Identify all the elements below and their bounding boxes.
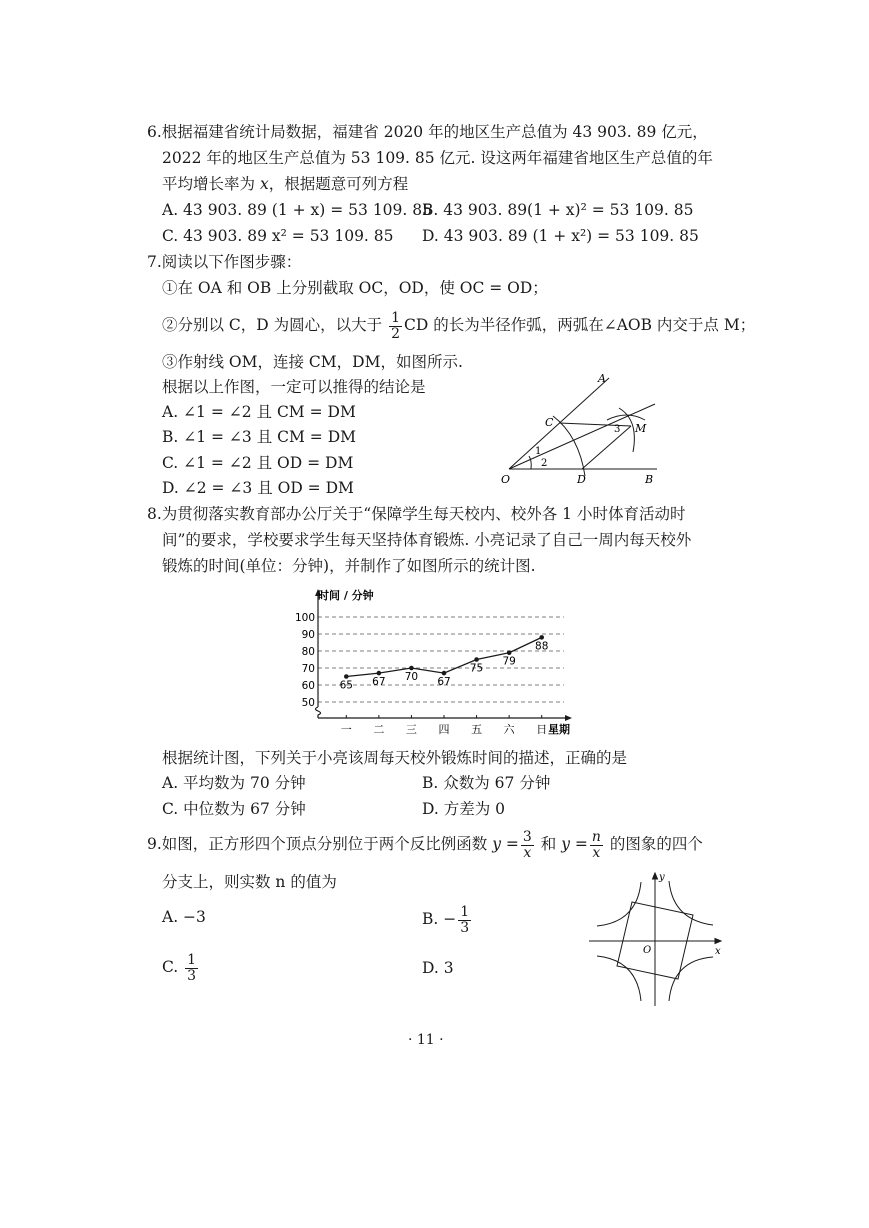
- q6-option-b: B. 43 903. 89(1 + x)² = 53 109. 85: [422, 201, 694, 219]
- chart-x-tick-label: 四: [438, 723, 450, 736]
- q8-text-1: 为贯彻落实教育部办公厅关于“保障学生每天校内、校外各 1 小时体育活动时: [161, 505, 686, 523]
- label-angle-3: 3: [614, 424, 621, 435]
- arc-from-d: [607, 415, 645, 420]
- chart-y-tick-label: 50: [301, 697, 315, 709]
- hyperbola-branch-q3: [597, 956, 641, 1001]
- label-c: C: [545, 416, 554, 429]
- hyperbola-branch-q1: [669, 881, 713, 925]
- q6-text-1: 根据福建省统计局数据，福建省 2020 年的地区生产总值为 43 903. 89 亿元，: [161, 123, 708, 141]
- label-o: O: [501, 473, 511, 486]
- chart-data-point: [409, 666, 414, 671]
- q7-step-2a: ②分别以 C，D 为圆心，以大于: [162, 316, 388, 334]
- segment-dm: [582, 426, 631, 469]
- q9-fraction-1-num: 3: [522, 828, 532, 845]
- chart-x-tick-label: 三: [405, 723, 417, 736]
- chart-data-label: 67: [372, 676, 386, 689]
- q9-line1: [147, 828, 703, 861]
- chart-x-axis-label: 星期: [548, 723, 570, 736]
- q7-text-1: 阅读以下作图步骤：: [161, 253, 302, 271]
- label-angle-1: 1: [535, 446, 542, 457]
- chart-data-point: [539, 635, 544, 640]
- chart-data-point: [474, 657, 479, 662]
- chart-y-tick-label: 90: [301, 629, 315, 641]
- q8-text-3: 锻炼的时间(单位：分钟)，并制作了如图所示的统计图.: [162, 557, 536, 575]
- q6-option-d: D. 43 903. 89 (1 + x²) = 53 109. 85: [422, 227, 699, 245]
- q7-step-2: [162, 310, 755, 342]
- chart-y-tick-label: 100: [294, 612, 315, 624]
- chart-y-tick-label: 70: [301, 663, 315, 675]
- q6-var-x: x: [259, 175, 269, 193]
- q9-hyperbola-square-figure: [585, 868, 725, 1010]
- q9-text-2: 分支上，则实数 n 的值为: [162, 873, 337, 891]
- q7-step-3: ③作射线 OM，连接 CM，DM，如图所示.: [162, 353, 463, 371]
- q7-option-b: B. ∠1 = ∠3 且 CM = DM: [162, 428, 357, 446]
- q8-option-a: A. 平均数为 70 分钟: [162, 774, 306, 792]
- chart-data-label: 75: [469, 662, 484, 675]
- q8-line1: [147, 504, 685, 524]
- q9-fraction-2-num: n: [591, 828, 601, 845]
- q7-number: 7.: [147, 253, 162, 271]
- q9-option-a: A. −3: [162, 908, 206, 926]
- q9-fraction-1-den: x: [523, 844, 532, 861]
- label-d: D: [577, 473, 586, 486]
- q6-option-c: C. 43 903. 89 x² = 53 109. 85: [162, 227, 394, 245]
- q9-option-b-den: 3: [460, 919, 470, 936]
- axis-label-x: x: [715, 946, 721, 957]
- label-a: A: [598, 372, 606, 385]
- q6-number: 6.: [147, 123, 162, 141]
- chart-data-label: 79: [502, 655, 516, 668]
- q8-text-2: 间”的要求，学校要求学生每天坚持体育锻炼. 小亮记录了自己一周内每天校外: [162, 531, 692, 549]
- q9-number: 9.: [147, 835, 162, 853]
- q9-text-1b: 的图象的四个: [604, 835, 703, 853]
- y-axis-arrow: [653, 873, 658, 879]
- q9-y1: y =: [492, 835, 519, 853]
- q8-option-d: D. 方差为 0: [422, 800, 506, 818]
- chart-data-point: [442, 671, 447, 676]
- axis-label-y: y: [659, 872, 665, 883]
- page-number: · 11 ·: [408, 1032, 444, 1048]
- chart-y-tick-label: 60: [301, 680, 315, 692]
- chart-data-label: 88: [535, 640, 549, 653]
- q9-option-b-prefix: B. −: [422, 910, 457, 928]
- q6-text-2: 2022 年的地区生产总值为 53 109. 85 亿元. 设这两年福建省地区生产总值的年: [162, 149, 713, 167]
- chart-y-axis-label: 时间 / 分钟: [318, 589, 374, 602]
- chart-data-label: 67: [437, 676, 451, 689]
- q9-and: 和: [535, 835, 562, 853]
- chart-x-tick-label: 二: [373, 723, 385, 736]
- chart-data-point: [344, 674, 349, 679]
- q7-option-d: D. ∠2 = ∠3 且 OD = DM: [162, 479, 354, 497]
- q8-number: 8.: [147, 505, 162, 523]
- label-m: M: [635, 422, 647, 435]
- origin-label: O: [643, 945, 652, 956]
- q9-option-c-den: 3: [187, 967, 197, 984]
- q6-text-3b: ，根据题意可列方程: [268, 175, 409, 193]
- q7-line1: [147, 252, 301, 272]
- q9-option-c-prefix: C.: [162, 958, 184, 976]
- label-b: B: [645, 473, 654, 486]
- q7-option-a: A. ∠1 = ∠2 且 CM = DM: [162, 403, 356, 421]
- q8-text-4: 根据统计图，下列关于小亮该周每天校外锻炼时间的描述，正确的是: [162, 749, 628, 767]
- q7-text-5: 根据以上作图，一定可以推得的结论是: [162, 378, 426, 396]
- q9-text-1a: 如图，正方形四个顶点分别位于两个反比例函数: [161, 835, 493, 853]
- q9-option-c: [162, 950, 200, 984]
- angle-arc: [529, 456, 531, 469]
- chart-data-point: [507, 650, 512, 655]
- chart-x-tick-label: 六: [503, 723, 515, 736]
- chart-axis-break: [316, 707, 321, 718]
- q7-angle-bisector-figure: [495, 368, 670, 493]
- q6-option-a: A. 43 903. 89 (1 + x) = 53 109. 85: [162, 201, 432, 219]
- chart-data-label: 65: [339, 679, 353, 692]
- chart-x-tick-label: 五: [471, 723, 483, 736]
- chart-y-tick-label: 80: [301, 646, 315, 658]
- chart-data-label: 70: [404, 671, 419, 683]
- q9-y2: y =: [561, 835, 588, 853]
- q9-option-b-fraction: [458, 905, 471, 936]
- q9-fraction-2: [590, 830, 603, 861]
- q7-fraction-num: 1: [391, 309, 400, 326]
- hyperbola-branch-q2: [597, 882, 641, 926]
- q9-fraction-2-den: x: [592, 844, 601, 861]
- q9-option-c-num: 1: [187, 951, 197, 968]
- chart-data-point: [377, 671, 382, 676]
- q9-fraction-1: [521, 830, 534, 861]
- chart-x-tick-label: 日: [536, 723, 548, 736]
- q6-text-3a: 平均增长率为: [162, 175, 260, 193]
- q7-option-c: C. ∠1 = ∠2 且 OD = DM: [162, 454, 354, 472]
- chart-x-tick-label: 一: [340, 723, 352, 736]
- chart-x-axis-arrow: [565, 715, 572, 721]
- q7-step-1: ①在 OA 和 OB 上分别截取 OC，OD，使 OC = OD；: [162, 279, 548, 297]
- q8-option-b: B. 众数为 67 分钟: [422, 774, 551, 792]
- weekly-exercise-line-chart: [290, 585, 590, 740]
- q7-fraction: [389, 311, 402, 342]
- q7-step-2b: CD 的长为半径作弧，两弧在∠AOB 内交于点 M；: [404, 316, 756, 334]
- q9-option-b: [422, 902, 473, 936]
- label-angle-2: 2: [541, 458, 548, 469]
- x-axis-arrow: [715, 939, 721, 944]
- q9-option-b-num: 1: [460, 903, 470, 920]
- q8-option-c: C. 中位数为 67 分钟: [162, 800, 306, 818]
- q9-option-c-fraction: [185, 953, 198, 984]
- hyperbola-branch-q4: [669, 957, 713, 1001]
- q7-fraction-den: 2: [391, 325, 400, 342]
- q6-line1: [147, 122, 708, 142]
- q6-line3: [162, 174, 408, 194]
- q9-option-d: D. 3: [422, 959, 454, 977]
